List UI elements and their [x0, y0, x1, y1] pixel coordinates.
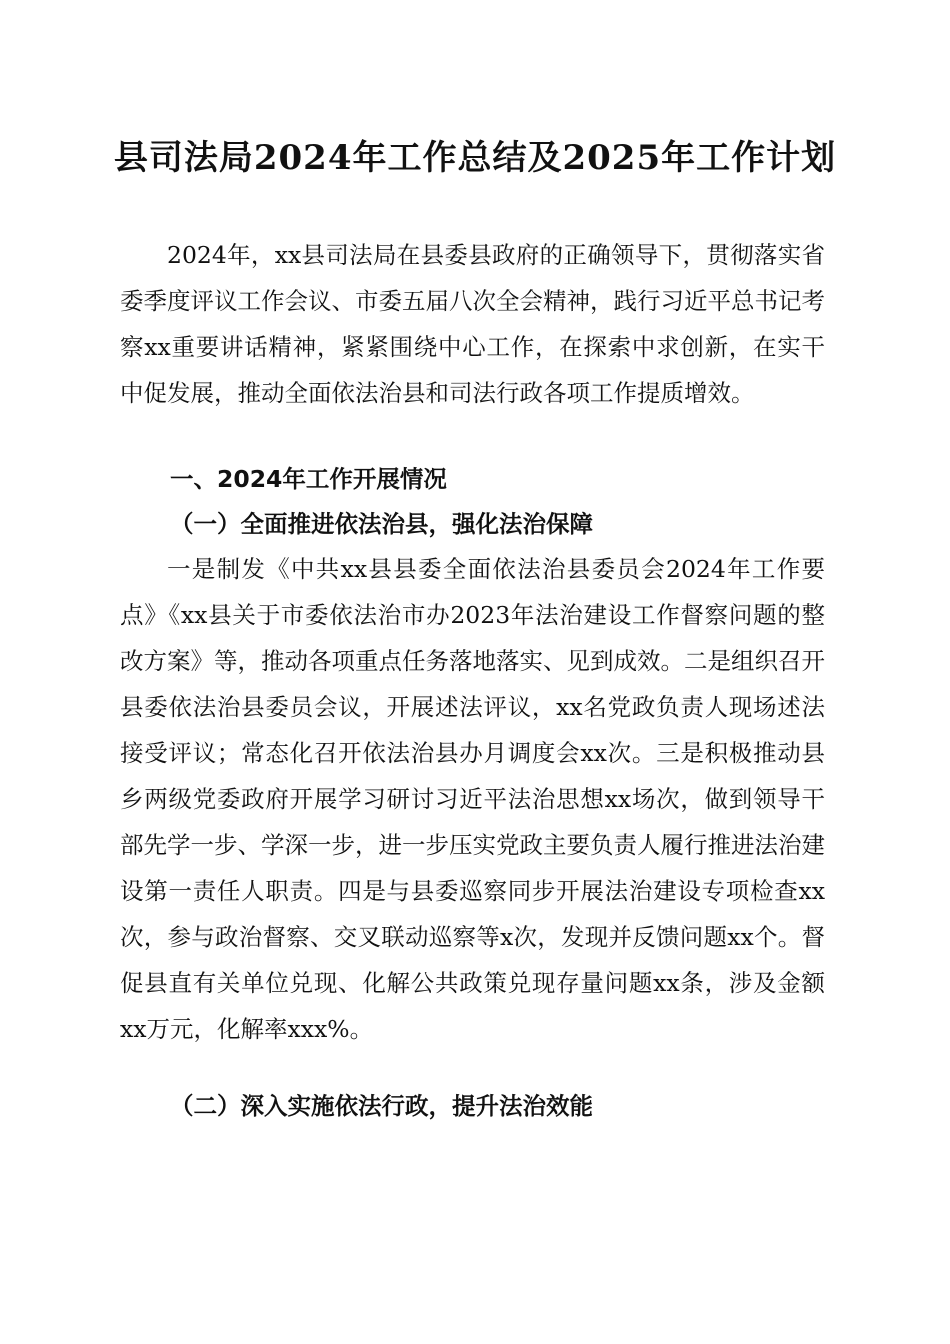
intro-paragraph: 2024年，xx县司法局在县委县政府的正确领导下，贯彻落实省委季度评议工作会议、市委五届八次全会精神，践行习近平总书记考察xx重要讲话精神，紧紧围绕中心工作，在探索中求创新，在实干中促发展，推动全面依法治县和司法行政各项工作提质增效。: [120, 241, 825, 407]
subsection-heading-2: （二）深入实施依法行政，提升法治效能: [170, 1092, 593, 1120]
section-heading: 一、2024年工作开展情况: [170, 465, 447, 493]
document-title: 县司法局2024年工作总结及2025年工作计划: [113, 138, 837, 178]
subsection-1-paragraph: 一是制发《中共xx县县委全面依法治县委员会2024年工作要点》《xx县关于市委依法治市办2023年法治建设工作督察问题的整改方案》等，推动各项重点任务落地落实、见到成效。二是组织召开县委依法治县委员会议，开展述法评议，xx名党政负责人现场述法接受评议；常态化召开依法治县办月调度会xx次。三是积极推动县乡两级党委政府开展学习研讨习近平法治思想xx场次，做到领导干部先学一步、学深一步，进一步压实党政主要负责人履行推进法治建设第一责任人职责。四是与县委巡察同步开展法治建设专项检查xx次，参与政治督察、交叉联动巡察等x次，发现并反馈问题xx个。督促县直有关单位兑现、化解公共政策兑现存量问题xx条，涉及金额xx万元，化解率xxx%。: [120, 555, 825, 1043]
subsection-heading-1: （一）全面推进依法治县，强化法治保障: [170, 510, 593, 538]
